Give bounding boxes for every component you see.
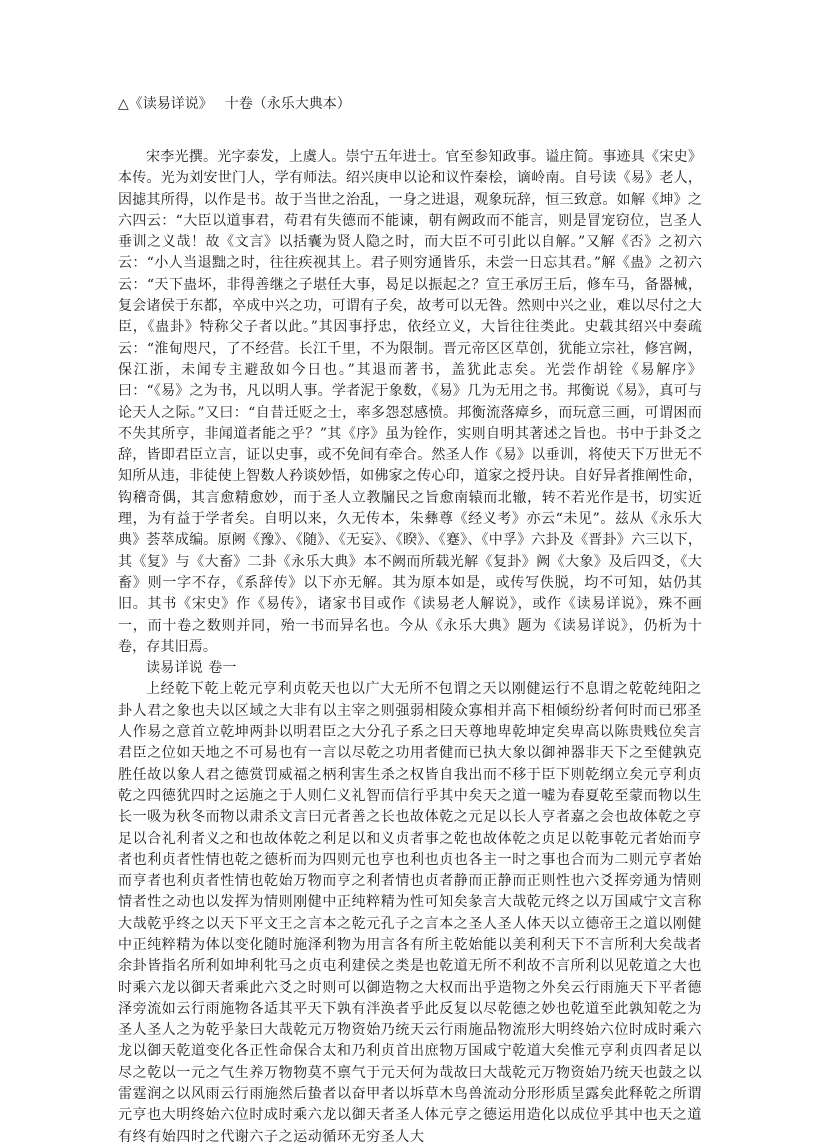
document-page [118, 94, 702, 1148]
book-entry-title [118, 94, 702, 114]
volume-heading [118, 658, 702, 679]
summary-paragraph: 宋李光撰。光字泰发，上虞人。崇宁五年进士。官至参知政事。谥庄简。事迹具《宋史》本传。光为刘安世门人，学有师法。绍兴庚申以论和议忤秦桧，谪岭南。自号读《易》老人，因摅其所得，以作是书。故于当世之治乱，一身之进退，观象玩辞，恒三致意。如解《坤》之六四云：“大臣以道事君，苟君有失德而不能谏，朝有阙政而不能言，则是冒宠窃位，岂圣人垂训之义哉！故《文言》以括囊为贤人隐之时，而大臣不可引此以自解。”又解《否》之初六云：“小人当退黜之时，往往疾视其上。君子则穷通皆乐，未尝一日忘其君。”解《蛊》之初六云：“天下蛊坏，非得善继之子堪任大事，曷足以振起之？宣王承厉王后，修车马，备器械，复会诸侯于东都，卒成中兴之功，可谓有子矣，故考可以无咎。然则中兴之业，难以尽付之大臣，《蛊卦》特称父子者以此。”其因事抒忠，依经立义，大旨往往类此。史载其绍兴中奏疏云：“淮甸咫尺，了不经营。长江千里，不为限制。晋元帝区区草创，犹能立宗社，修宫阙，保江浙，未闻专主避敌如今日也。”其退而著书，盖犹此志矣。光尝作胡铨《易解序》曰：“《易》之为书，凡以明人事。学者泥于象数，《易》几为无用之书。邦衡说《易》，真可与论天人之际。”又曰：“自昔迁贬之士，率多怨怼感愤。邦衡流落瘴乡，而玩意三画，可谓困而不失其所亨，非闻道者能之乎？”其《序》虽为铨作，实则自明其著述之旨也。书中于卦爻之辞，皆即君臣立言，证以史事，或不免间有牵合。然圣人作《易》以垂训，将使天下万世无不知所从违，非徒使上智数人矜谈妙悟，如佛家之传心印，道家之授丹诀。自好异者推阐性命，钩稽奇偶，其言愈精愈妙，而于圣人立教牖民之旨愈南辕而北辙，转不若光作是书，切实近理，为有益于学者矣。自明以来，久无传本，朱彝尊《经义考》亦云“未见”。兹从《永乐大典》荟萃成编。原阙《豫》、《随》、《无妄》、《睽》、《蹇》、《中孚》六卦及《晋卦》六三以下，其《复》与《大畜》二卦《永乐大典》本不阙而所载光解《复卦》阙《大象》及后四爻，《大畜》则一字不存，《系辞传》以下亦无解。其为原本如是，或传写佚脱，均不可知，姑仍其旧。其书《宋史》作《易传》，诸家书目或作《读易老人解说》，或作《读易详说》，殊不画一，而十卷之数则并同，殆一书而异名也。今从《永乐大典》题为《读易详说》，仍析为十卷，存其旧焉。 [118, 149, 702, 655]
triangle-marker-icon: △ [118, 96, 129, 112]
volume-heading-number: 卷一 [208, 660, 237, 677]
volume-heading-book: 读易详说 [146, 660, 204, 677]
book-title: 《读易详说》 [128, 96, 213, 112]
volume-edition: 十卷（永乐大典本） [224, 96, 351, 112]
commentary-body-text: 上经乾下乾上乾元亨利贞乾天也以广大无所不包谓之天以刚健运行不息谓之乾乾纯阳之卦人君之象也夫以区域之大非有以主宰之则强弱相陵众寡相并高下相倾纷纷者何时而已邪圣人作易之意首立乾坤两卦以明君臣之大分孔子系之曰天尊地卑乾坤定矣卑高以陈贵贱位矣言君臣之位如天地之不可易也有一言以尽乾之功用者健而已执大象以御神器非天下之至健孰克胜任故以象人君之德赏罚威福之柄利害生杀之权皆自我出而不移于臣下则乾纲立矣元亨利贞乾之四德犹四时之运施之于人则仁义礼智而信行乎其中矣天之道一嘘为春夏乾至蒙而物以生长一吸为秋冬而物以肃杀文言曰元者善之长也故体乾之元足以长人亨者嘉之会也故体乾之亨足以合礼利者义之和也故体乾之利足以和义贞者事之乾也故体乾之贞足以乾事乾元者始而亨者也利贞者性情也乾之德析而为四则元也亨也利也贞也各主一时之事也合而为二则元亨者始而亨者也利贞者性情也乾始万物而亨之利者情也贞者静而正静而正则性也六爻挥旁通为情则情者性之动也以发挥为情则刚健中正纯粹精为性可知矣彖言大哉乾元终之以万国咸宁文言称大哉乾乎终之以天下平文王之言本之乾元孔子之言本之圣人圣人体天以立德帝王之道以刚健中正纯粹精为体以变化随时施泽利物为用言各有所主乾始能以美利利天下不言所利大矣哉者余卦皆指名所利如坤利牝马之贞屯利建侯之类是也乾道无所不利故不言所利以见乾道之大也时乘六龙以御天者乘此六爻之时则可以御造物之大权而出乎造物之外矣云行雨施天下平者德泽旁流如云行雨施物各适其平天下孰有泮涣者乎此反复以尽乾德之妙也乾道至此孰知乾之为圣人圣人之为乾乎彖曰大哉乾元万物资始乃统天云行雨施品物流形大明终始六位时成时乘六龙以御天乾道变化各正性命保合太和乃利贞首出庶物万国咸宁乾道大矣惟元亨利贞四者足以尽之乾以一元之气生养万物物莫不禀气于元天何为哉故曰大哉乾元万物资始乃统天也鼓之以雷霆润之以风雨云行雨施然后蛰者以奋甲者以坼草木鸟兽流动分形形质呈露矣此释乾之所谓元亨也大明终始六位时成时乘六龙以御天者圣人体元亨之德运用造化以成位乎其中也天之道有终有始四时之代谢六子之运动循环无穷圣人大 [118, 681, 702, 1145]
